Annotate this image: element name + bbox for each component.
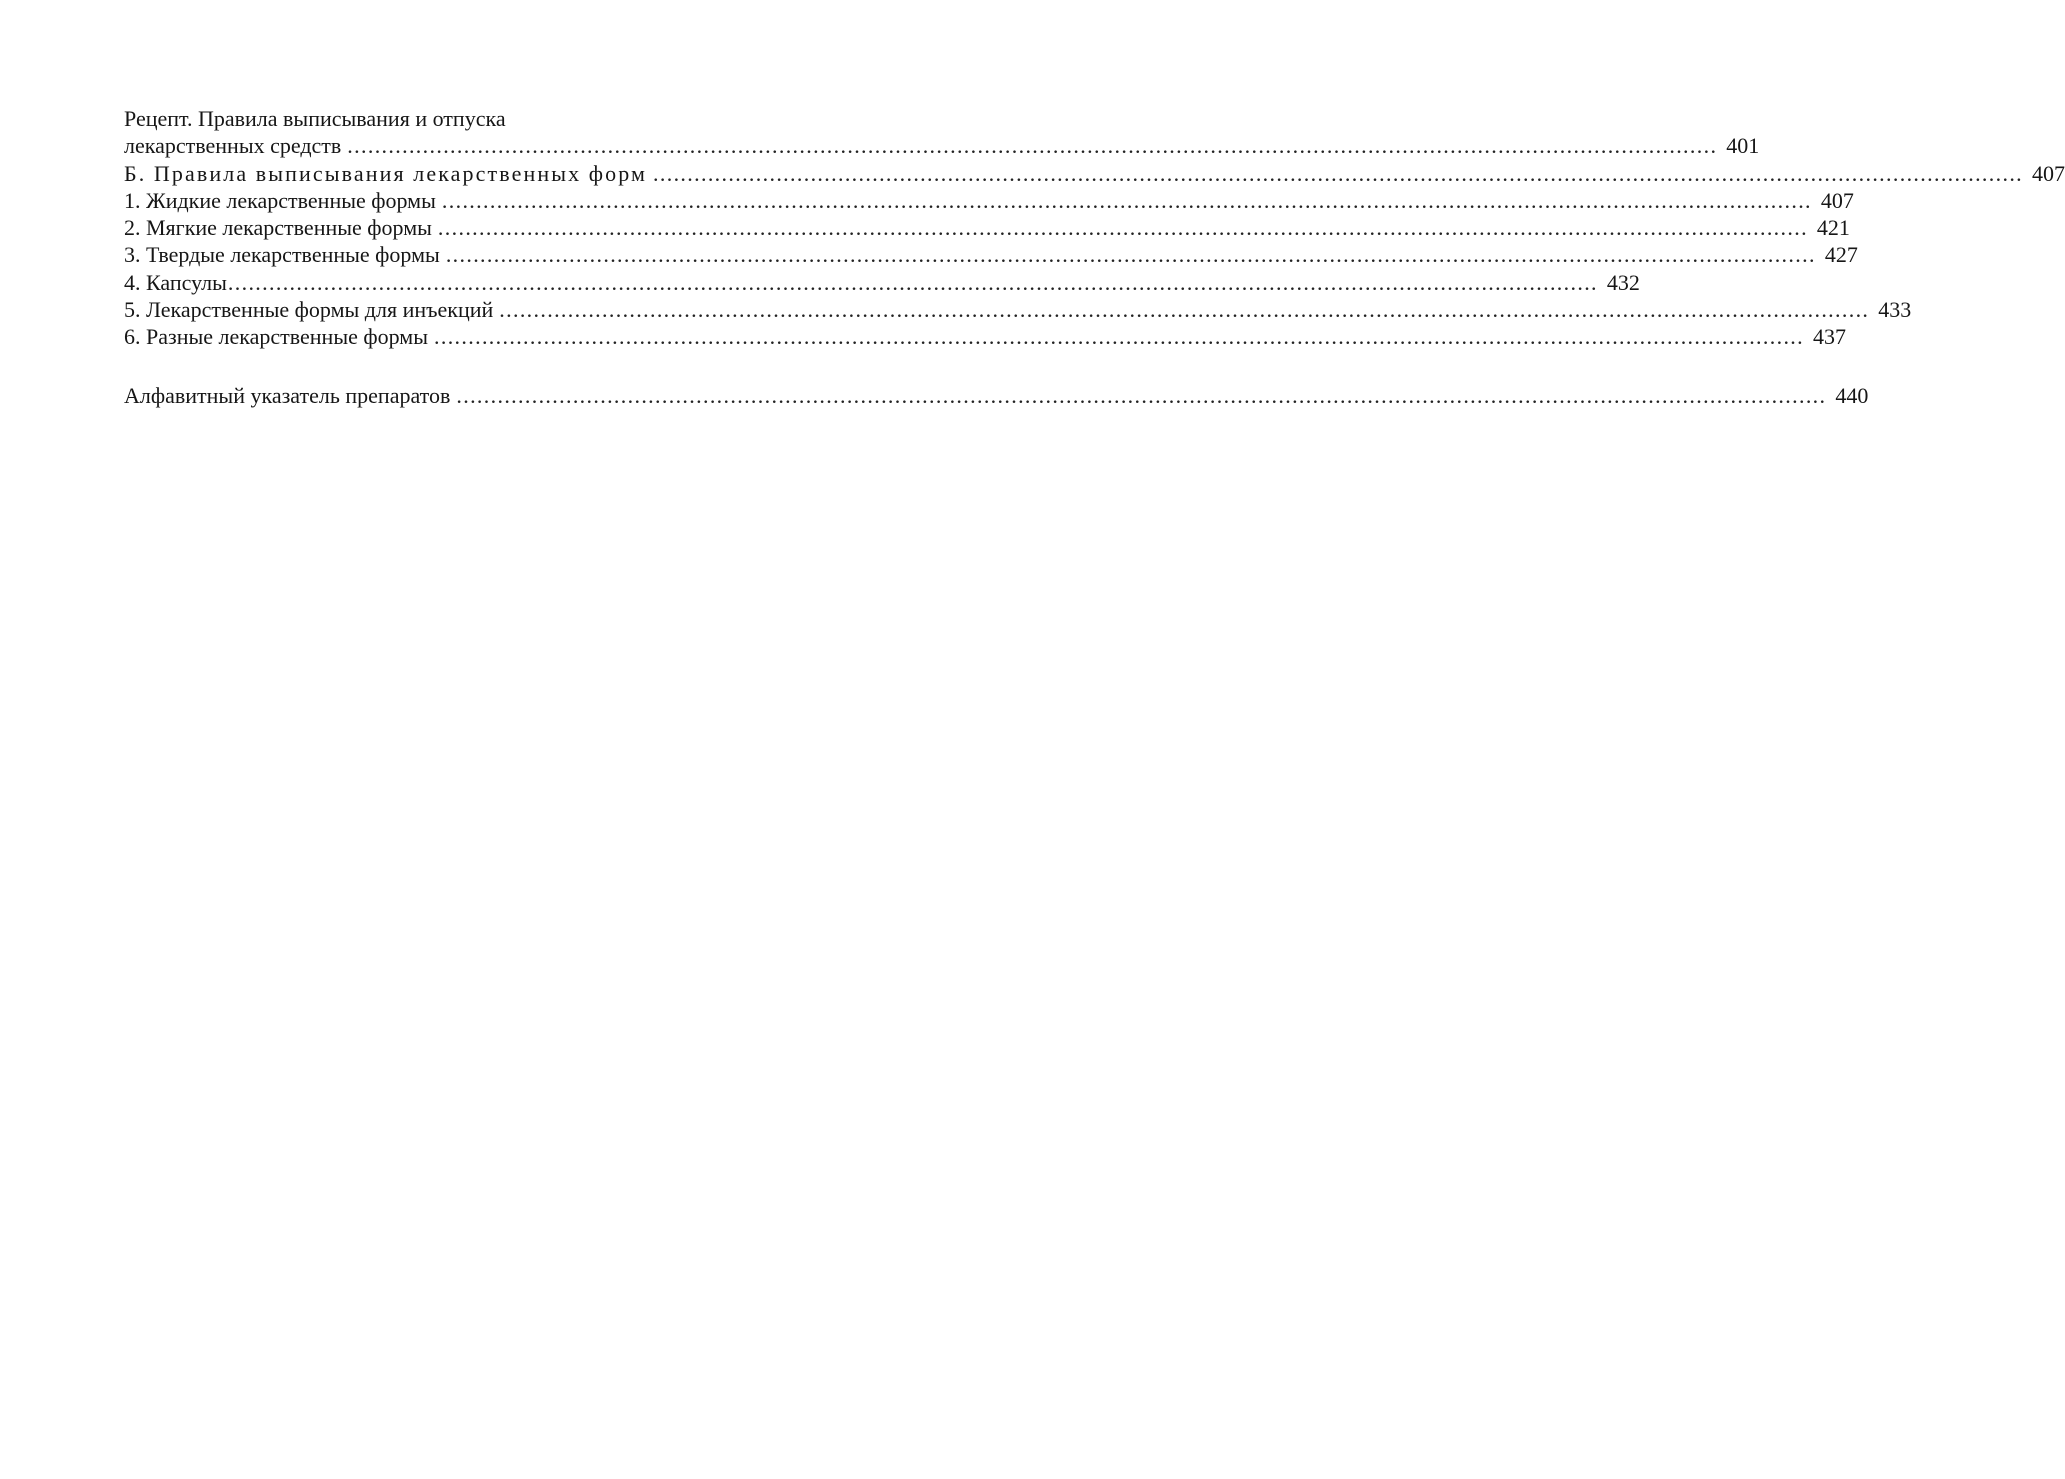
toc-entry-title: 4. Капсулы [124, 269, 227, 295]
toc-page-number: 427 [1824, 242, 1858, 268]
dot-leader: ........................................................................................................................................................................................................ [437, 215, 1808, 241]
dot-leader: ........................................................................................................................................................................................................ [456, 382, 1827, 408]
toc-entry-title: 1. Жидкие лекарственные формы [124, 187, 436, 213]
toc-entry-alphabetical-index[interactable] [124, 382, 1869, 409]
toc-entry-solid-forms[interactable] [124, 241, 1858, 268]
dot-leader: ........................................................................................................................................................................................................ [227, 269, 1598, 295]
toc-entry-title: лекарственных средств [124, 133, 342, 159]
toc-entry-title: 3. Твердые лекарственные формы [124, 242, 440, 268]
toc-entry-title: Алфавитный указатель препаратов [124, 382, 451, 408]
toc-entry-soft-forms[interactable] [124, 214, 1850, 241]
toc-entry-prescription-line1[interactable] [124, 105, 918, 132]
toc-entry-liquid-forms[interactable] [124, 187, 1854, 214]
toc-entry-injection-forms[interactable] [124, 296, 1912, 323]
toc-page-number: 421 [1816, 215, 1850, 241]
table-of-contents [124, 105, 2065, 409]
dot-leader: ........................................................................................................................................................................................................ [434, 324, 1804, 350]
toc-entry-capsules[interactable] [124, 269, 1640, 296]
toc-entry-section-b[interactable] [124, 160, 2065, 187]
toc-entry-title: Б. Правила выписывания лекарственных форм [124, 160, 648, 186]
toc-entry-various-forms[interactable] [124, 323, 1846, 350]
toc-entry-title: 5. Лекарственные формы для инъекций [124, 297, 494, 323]
toc-page-number: 433 [1878, 297, 1912, 323]
dot-leader: ........................................................................................................................................................................................................ [445, 242, 1816, 268]
dot-leader: ........................................................................................................................................................................................................ [499, 297, 1870, 323]
toc-entry-title: Рецепт. Правила выписывания и отпуска [124, 106, 506, 131]
dot-leader: ........................................................................................................................................................................................................ [653, 160, 2024, 186]
dot-leader: ........................................................................................................................................................................................................ [441, 187, 1812, 213]
toc-entry-title: 2. Мягкие лекарственные формы [124, 215, 432, 241]
toc-entry-title: 6. Разные лекарственные формы [124, 324, 428, 350]
toc-page-number: 401 [1726, 133, 1760, 159]
toc-entry-prescription-line2[interactable] [124, 132, 1760, 159]
toc-page-number: 440 [1835, 382, 1869, 408]
toc-page-number: 437 [1813, 324, 1846, 350]
toc-page-number: 407 [2032, 160, 2065, 186]
toc-page-number: 407 [1820, 187, 1854, 213]
section-gap [124, 351, 918, 382]
toc-page-number: 432 [1606, 269, 1640, 295]
dot-leader: ........................................................................................................................................................................................................ [347, 133, 1718, 159]
